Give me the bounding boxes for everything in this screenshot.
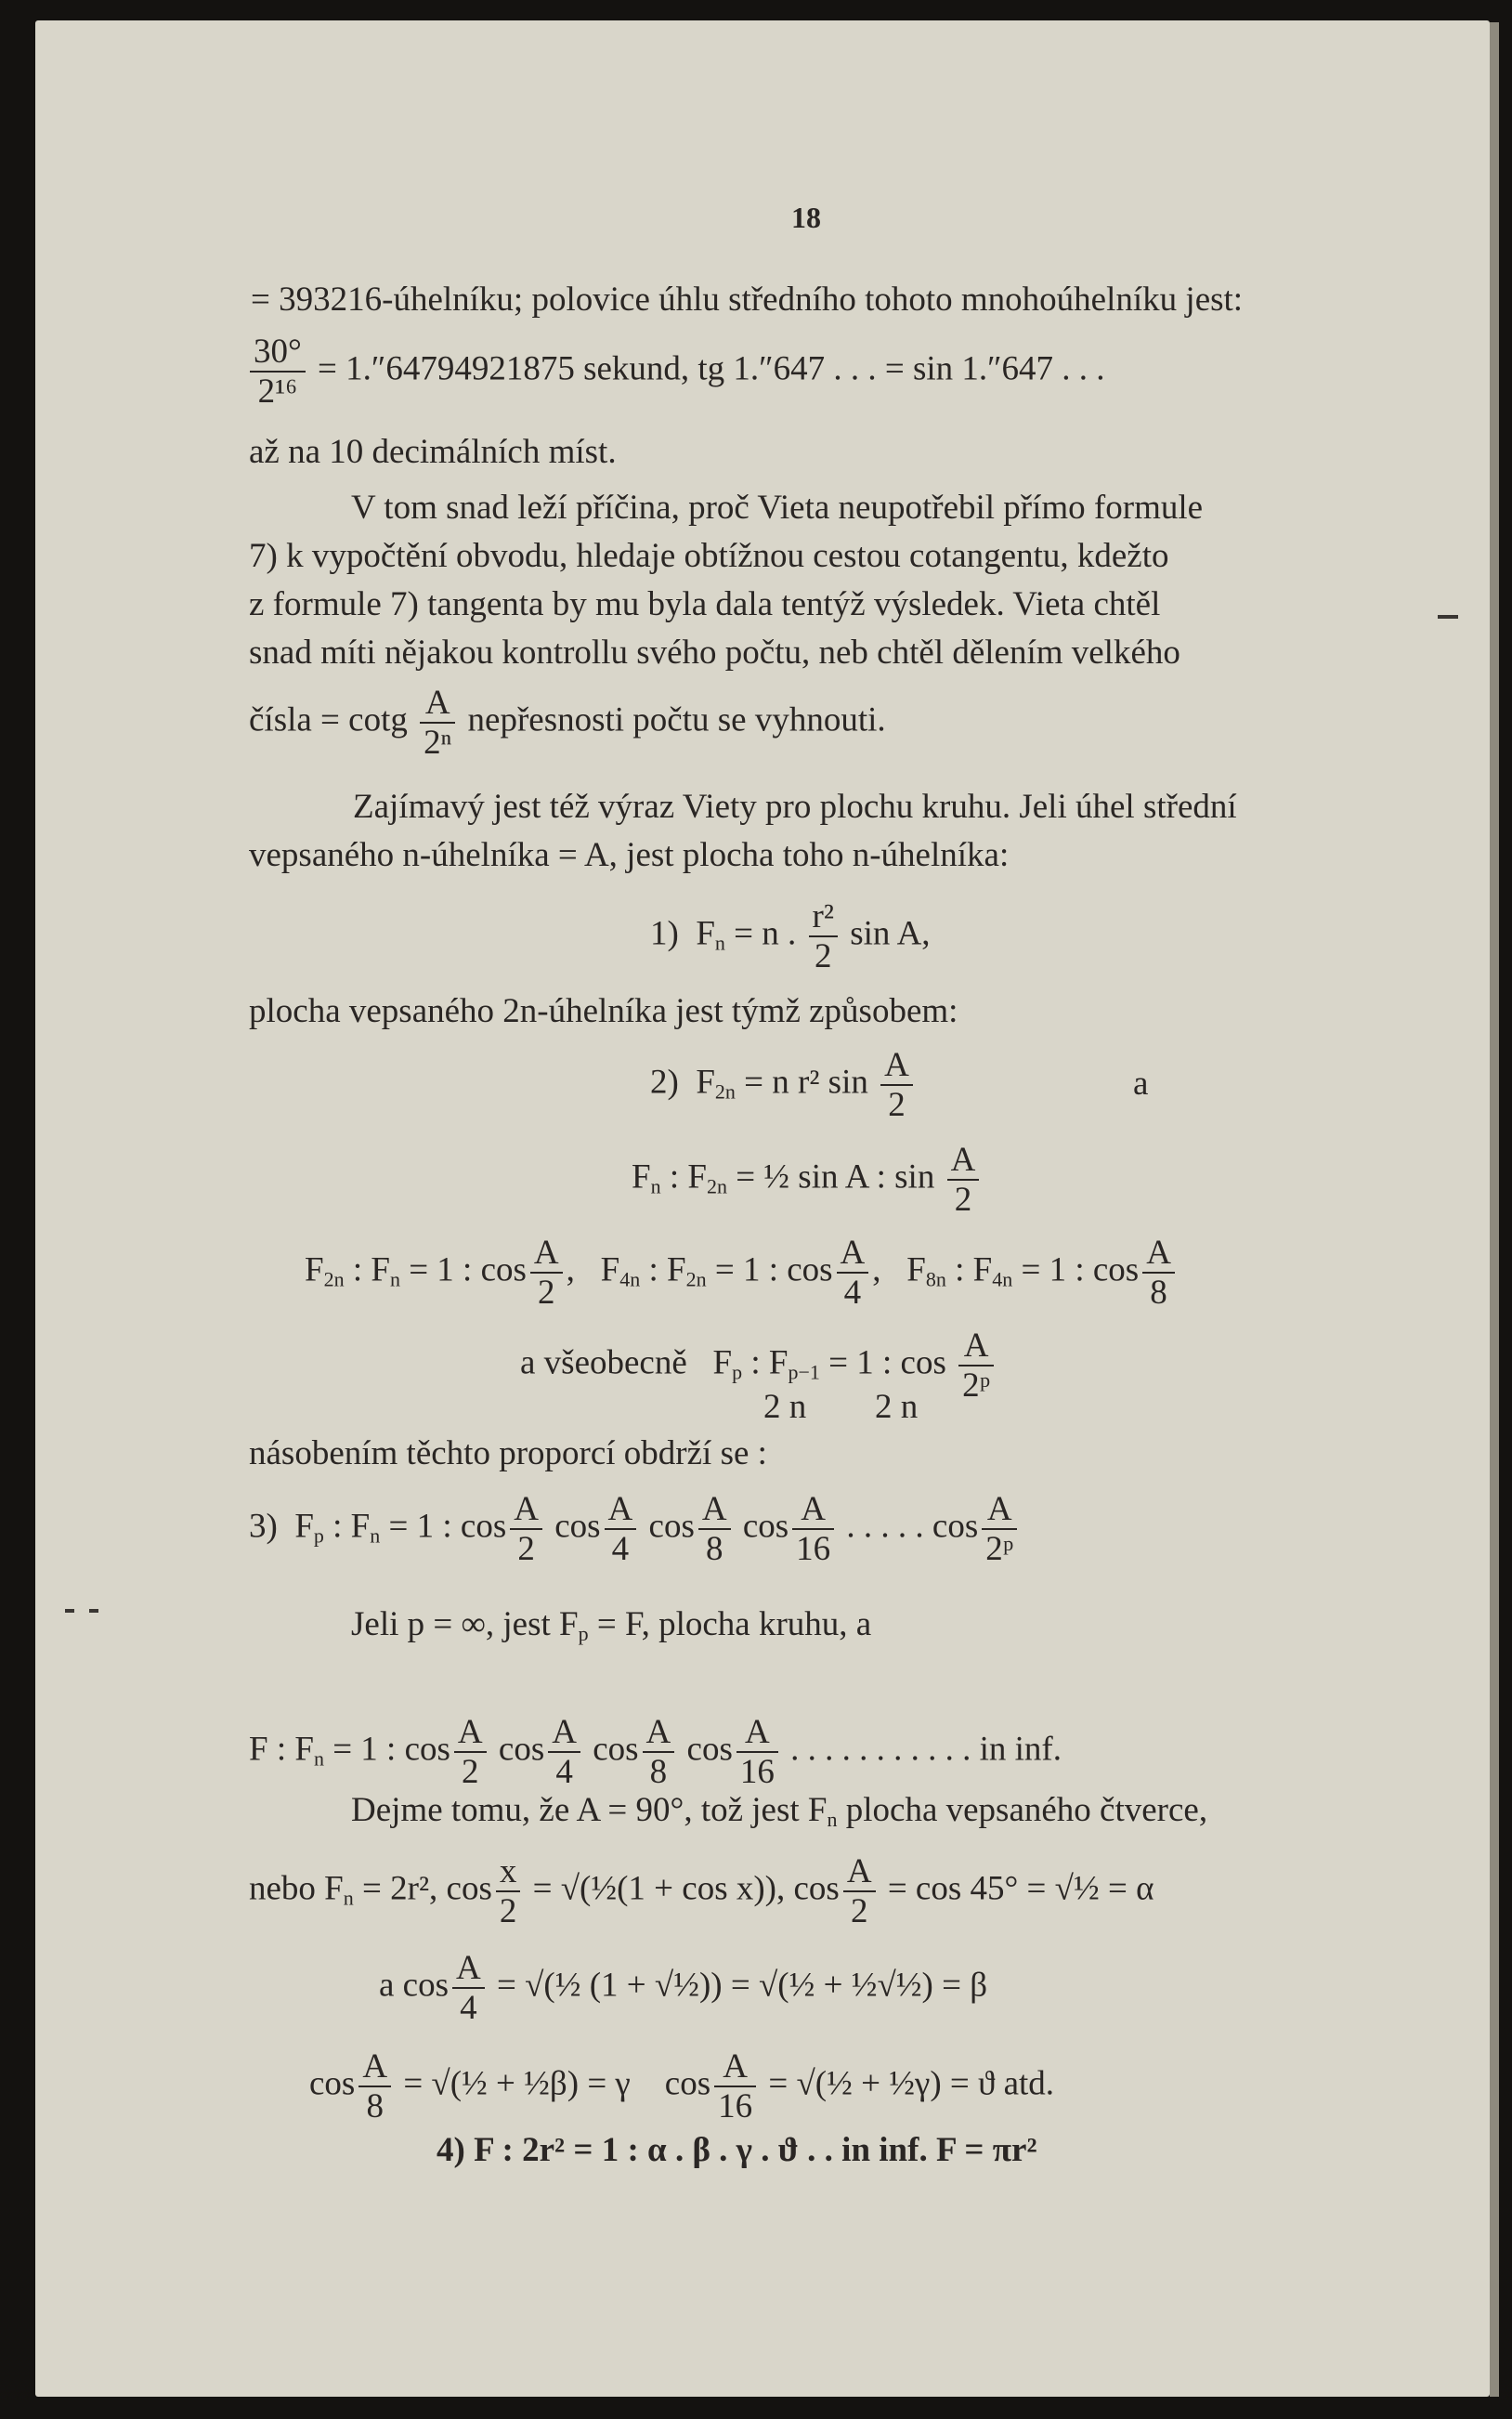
area-equation: F : $F_n = 1$ : cos $\frac{A}{2}$ cos $\frac{A}{4}$ cos $\frac{A}{8}$ cos $\frac{A}{16}$ . . . . . . . . . . . in inf. xyxy=(249,1713,1062,1791)
proportions-line: $F_{2n}$ : $F_n = 1$ : cos $\frac{A}{2}$ , $F_{4n}$ : $F_{2n} = 1$ : cos $\frac{A}{4}$ , $F_{8n}$ : $F_{4n} = 1$ : cos $\frac{A}{8}$ xyxy=(305,1236,1179,1310)
fraction: $\frac{A}{2}$ xyxy=(530,1236,563,1310)
subscript-2n: 2 n xyxy=(875,1388,919,1426)
text-line: 7) k vypočtění obvodu, hledaje obtížnou cestou cotangentu, kdežto xyxy=(249,537,1169,575)
fraction: $\frac{A}{\text{2ᵖ}}$ xyxy=(982,1492,1017,1566)
margin-mark xyxy=(65,1609,74,1613)
fraction: $\frac{A}{2}$ xyxy=(843,1854,876,1929)
fraction: $\frac{A}{16}$ xyxy=(714,2049,756,2124)
text-line: čísla = cotg $\frac{A}{\text{2ⁿ}}$ nepřesnosti počtu se vyhnouti. xyxy=(249,684,886,762)
equation-1: 1) $F_n = n$ . $\frac{\text{r²}}{2}$ sin A, xyxy=(650,897,931,975)
margin-mark xyxy=(1438,615,1458,619)
ratio-equation: $F_n$ : $F_{2n}$ = ½ sin A : sin $\frac{A}{2}$ xyxy=(632,1143,983,1217)
text-line: Jeli p = ∞, jest $F_p = F$, plocha kruhu, a xyxy=(351,1605,872,1645)
fraction: $\frac{A}{16}$ xyxy=(736,1715,778,1789)
text-line: z formule 7) tangenta by mu byla dala tentýž výsledek. Vieta chtěl xyxy=(249,585,1161,623)
equation-2: 2) $F_{2n} = n$ r² sin $\frac{A}{2}$ xyxy=(650,1048,917,1122)
text-line: vepsaného n-úhelníka = A, jest plocha toho n-úhelníka: xyxy=(249,836,1010,874)
fraction: $\frac{A}{8}$ xyxy=(698,1492,731,1566)
equation-3: 3) $F_p$ : $F_n = 1$ : cos $\frac{A}{2}$ cos $\frac{A}{4}$ cos $\frac{A}{8}$ cos $\frac{A}{16}$ . . . . . cos $\frac{A}{\text{2ᵖ}}$ xyxy=(249,1492,1021,1566)
page-number: 18 xyxy=(791,201,821,234)
fraction: $\frac{A}{2}$ xyxy=(510,1492,542,1566)
equation-4: 4) F : 2r² = 1 : α . β . γ . ϑ . . in inf. F = πr² xyxy=(437,2131,1037,2169)
formula-line: $\frac{30^\circ}{\text{2¹⁶}}$ = 1.″64794921875 sekund, tg 1.″647 . . . = sin 1.″647 . . . xyxy=(246,334,1105,409)
fraction: $\frac{A}{4}$ xyxy=(837,1236,869,1310)
fraction: $\frac{\text{r²}}{2}$ xyxy=(809,899,838,974)
conjunction: a xyxy=(1133,1065,1149,1103)
text-line: V tom snad leží příčina, proč Vieta neupotřebil přímo formule xyxy=(351,489,1204,527)
text-line: Zajímavý jest též výraz Viety pro plochu kruhu. Jeli úhel střední xyxy=(353,788,1237,826)
fraction: $\frac{A}{4}$ xyxy=(605,1492,637,1566)
fraction: $\frac{x}{2}$ xyxy=(496,1854,521,1929)
subscript-2n: 2 n xyxy=(763,1388,807,1426)
formula-line: cos $\frac{A}{8}$ = √(½ + ½β) = γ cos $\frac{A}{16}$ = √(½ + ½γ) = ϑ atd. xyxy=(309,2047,1055,2125)
text-line: plocha vepsaného 2n-úhelníka jest týmž způsobem: xyxy=(249,992,958,1030)
fraction: $\frac{A}{2}$ xyxy=(454,1715,487,1789)
text-line: snad míti nějakou kontrollu svého počtu, neb chtěl dělením velkého xyxy=(249,634,1180,672)
formula-line: nebo $F_n = 2r^2$, cos $\frac{x}{2}$ = √(½(1 + cos x)), cos $\frac{A}{2}$ = cos 45° = √½ = α xyxy=(249,1852,1154,1930)
formula-line: a cos $\frac{A}{4}$ = √(½ (1 + √½)) = √(½ + ½√½) = β xyxy=(379,1949,988,2027)
page-edge xyxy=(1490,22,1499,2397)
fraction: $\frac{A}{\text{2ᵖ}}$ xyxy=(958,1328,994,1403)
margin-mark xyxy=(89,1609,98,1613)
fraction: $\frac{30^\circ}{\text{2¹⁶}}$ xyxy=(250,334,306,409)
fraction: $\frac{A}{4}$ xyxy=(452,1951,485,2025)
fraction: $\frac{A}{16}$ xyxy=(792,1492,834,1566)
fraction: $\frac{A}{\text{2ⁿ}}$ xyxy=(420,686,455,760)
fraction: $\frac{A}{2}$ xyxy=(947,1143,980,1217)
fraction: $\frac{A}{8}$ xyxy=(643,1715,675,1789)
text-line: násobením těchto proporcí obdrží se : xyxy=(249,1434,767,1472)
fraction: $\frac{A}{2}$ xyxy=(880,1048,913,1122)
general-equation: a všeobecně $F_p$ : $F_{p-1} = 1$ : cos $\frac{A}{\text{2ᵖ}}$ xyxy=(520,1328,997,1403)
text-line: až na 10 decimálních míst. xyxy=(249,433,617,471)
fraction: $\frac{A}{8}$ xyxy=(1142,1236,1175,1310)
text-line: Dejme tomu, že A = 90°, tož jest $F_n$ plocha vepsaného čtverce, xyxy=(351,1791,1208,1831)
text-line: = 393216-úhelníku; polovice úhlu středního tohoto mnohoúhelníku jest: xyxy=(251,281,1244,319)
fraction: $\frac{A}{8}$ xyxy=(358,2049,391,2124)
fraction: $\frac{A}{4}$ xyxy=(548,1715,580,1789)
